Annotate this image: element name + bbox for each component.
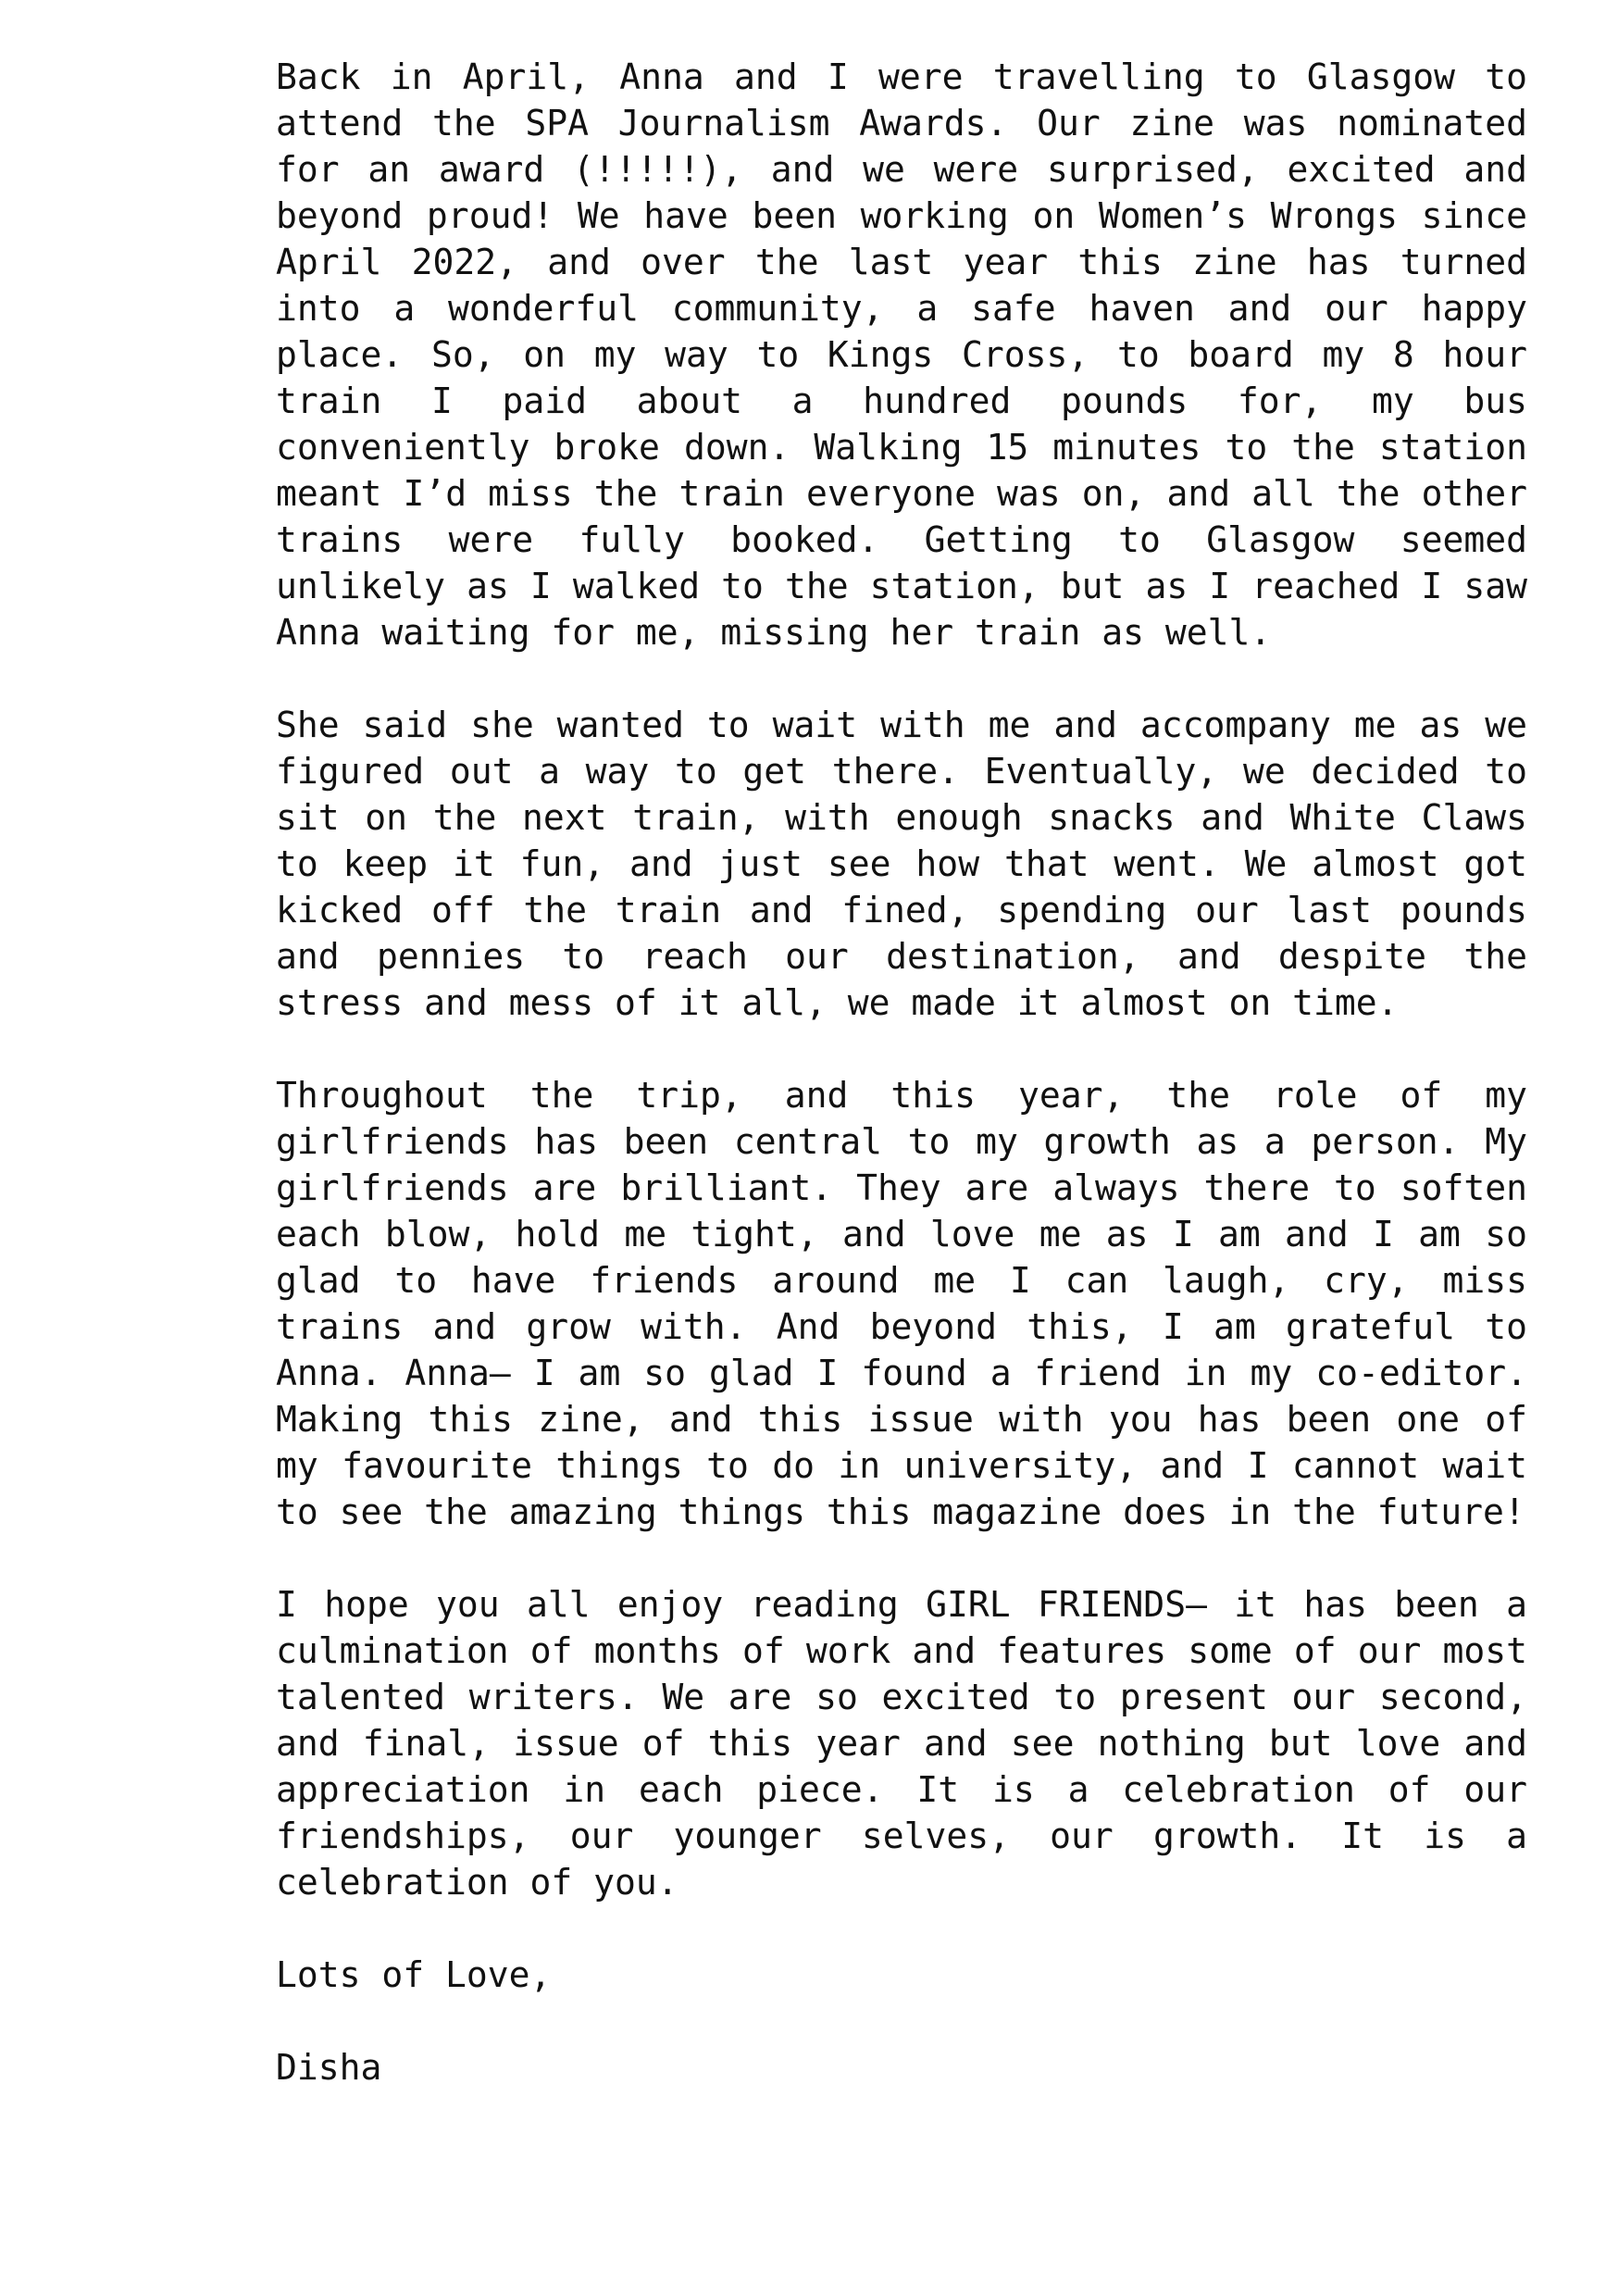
letter-paragraph-3: Throughout the trip, and this year, the role of my girlfriends has been central to my growth as a person. My girlfriends are brilliant. They are always there to soften each blow, hold me tight, and love me as I am and I am so glad to have friends around me I can laugh, cry, miss trains and grow with. And beyond this, I am grateful to Anna. Anna— I am so glad I found a friend in my co-editor. Making this zine, and this issue with you has been one of my favourite things to do in university, and I cannot wait to see the amazing things this magazine does in the future!: [276, 1075, 1527, 1532]
letter-signature: Disha: [276, 2047, 382, 2088]
editors-letter: [276, 54, 1527, 2137]
letter-paragraph-2: She said she wanted to wait with me and accompany me as we figured out a way to get there. Eventually, we decided to sit on the next train, with enough snacks and White Claws to keep it fun, and just see how that went. We almost got kicked off the train and fined, spending our last pounds and pennies to reach our destination, and despite the stress and mess of it all, we made it almost on time.: [276, 705, 1527, 1023]
letter-closing: Lots of Love,: [276, 1954, 552, 1995]
letter-paragraph-4: I hope you all enjoy reading GIRL FRIENDS— it has been a culmination of months of work and features some of our most talented writers. We are so excited to present our second, and final, issue of this year and see nothing but love and appreciation in each piece. It is a celebration of our friendships, our younger selves, our growth. It is a celebration of you.: [276, 1584, 1527, 1903]
letter-paragraph-1: Back in April, Anna and I were travelling to Glasgow to attend the SPA Journalism Awards. Our zine was nominated for an award (!!!!!), and we were surprised, excited and beyond proud! We have been working on Women’s Wrongs since April 2022, and over the last year this zine has turned into a wonderful community, a safe haven and our happy place. So, on my way to Kings Cross, to board my 8 hour train I paid about a hundred pounds for, my bus conveniently broke down. Walking 15 minutes to the station meant I’d miss the train everyone was on, and all the other trains were fully booked. Getting to Glasgow seemed unlikely as I walked to the station, but as I reached I saw Anna waiting for me, missing her train as well.: [276, 56, 1527, 653]
